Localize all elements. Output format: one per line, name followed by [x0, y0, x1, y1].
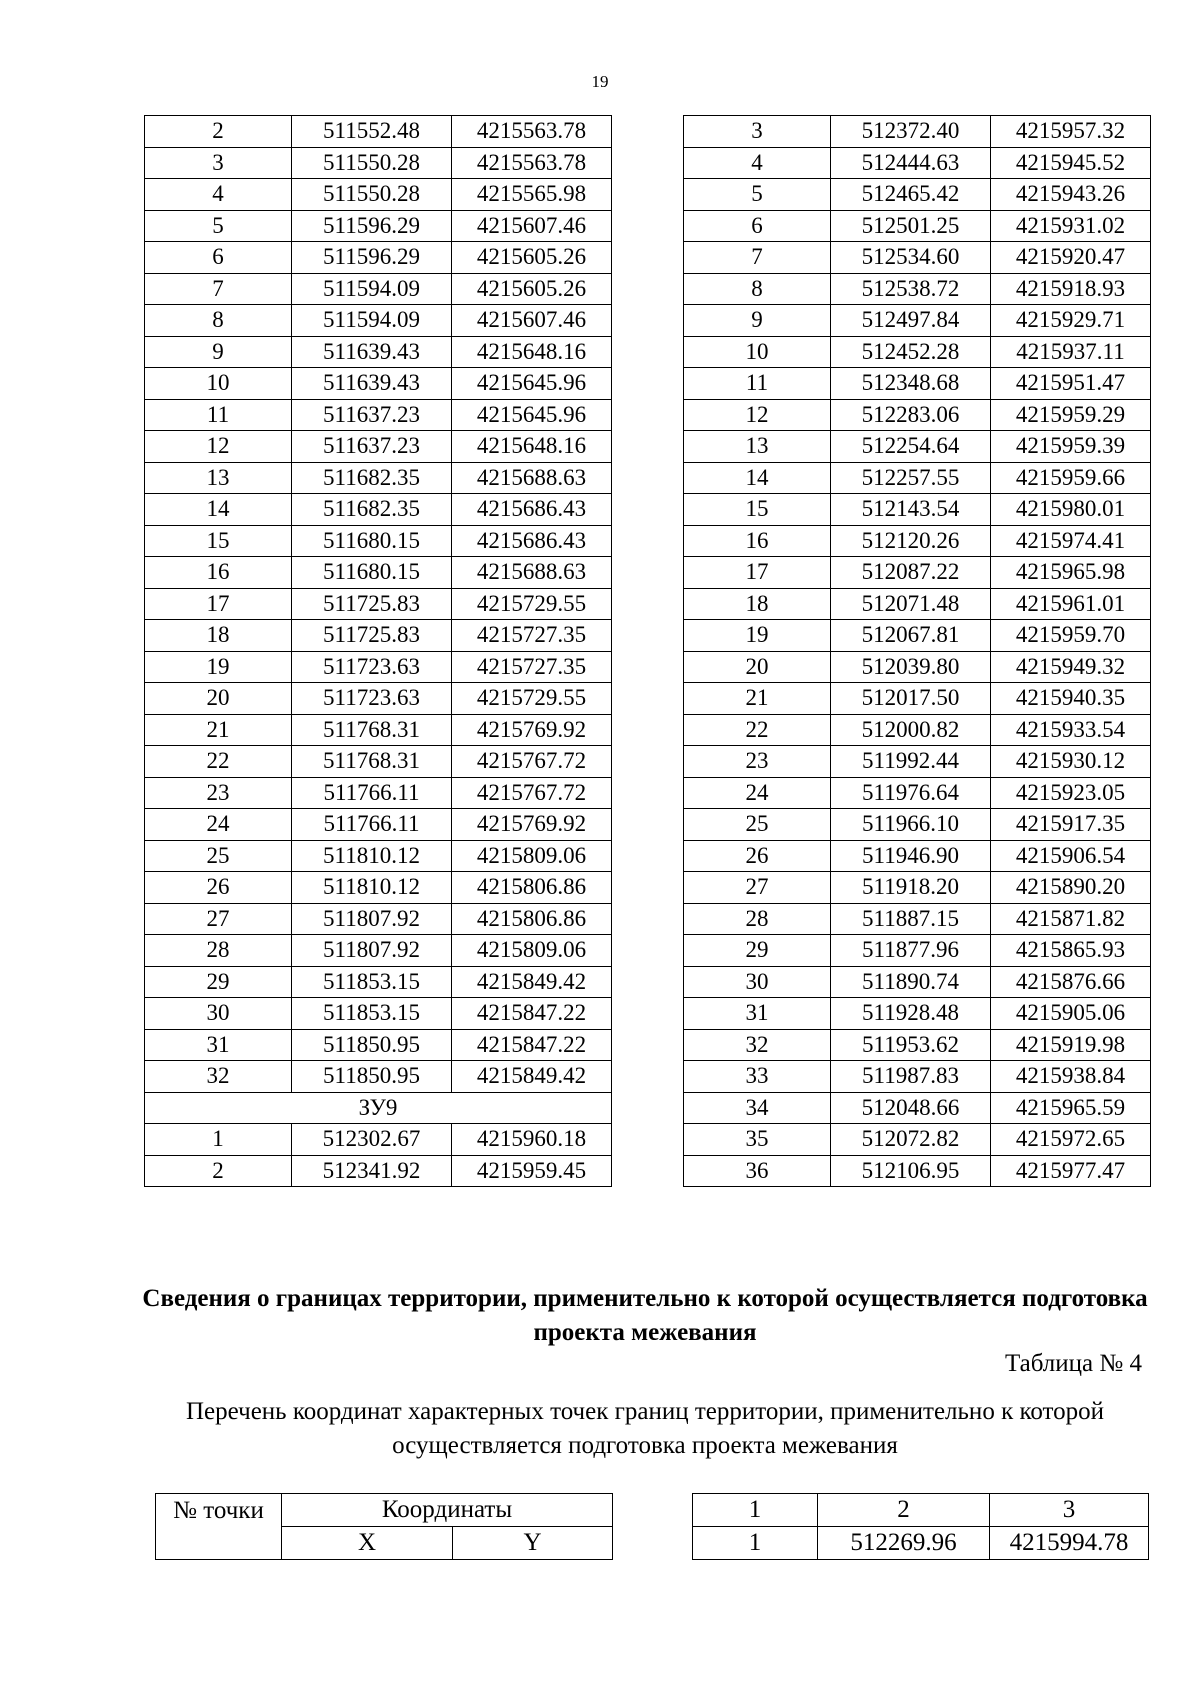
table-row: [684, 399, 1151, 431]
coord-x: 511682.35: [292, 462, 452, 494]
coord-x: 512000.82: [831, 714, 991, 746]
point-number: 28: [145, 935, 292, 967]
section-row: [145, 1092, 612, 1124]
point-number: 25: [684, 809, 831, 841]
coord-x: 512283.06: [831, 399, 991, 431]
section-heading: Сведения о границах территории, применительно к которой осуществляется подготовка проекта межевания: [142, 1285, 1148, 1346]
coordinates-table-right: [683, 115, 1151, 1187]
point-number: 18: [684, 588, 831, 620]
coord-y: 4215847.22: [452, 1029, 612, 1061]
coord-y: 4215980.01: [991, 494, 1151, 526]
point-number: 23: [145, 777, 292, 809]
coord-y: 4215849.42: [452, 1061, 612, 1093]
point-number: 8: [684, 273, 831, 305]
point-number: 9: [145, 336, 292, 368]
coord-x: 511723.63: [292, 683, 452, 715]
table-row: [145, 809, 612, 841]
coord-y: 4215933.54: [991, 714, 1151, 746]
coord-y: 4215645.96: [452, 368, 612, 400]
col-number-1: 1: [693, 1494, 818, 1527]
coord-y: 4215688.63: [452, 557, 612, 589]
table-row: [145, 872, 612, 904]
coord-y: 4215769.92: [452, 714, 612, 746]
coord-x: 511723.63: [292, 651, 452, 683]
point-number: 13: [145, 462, 292, 494]
coord-y: 4215920.47: [991, 242, 1151, 274]
page-number: 19: [591, 72, 609, 91]
coord-x: 512372.40: [831, 116, 991, 148]
point-number: 30: [684, 966, 831, 998]
table-row: [684, 1092, 1151, 1124]
table-row: [145, 305, 612, 337]
coord-y: 4215809.06: [452, 840, 612, 872]
coord-x: 512071.48: [831, 588, 991, 620]
coord-x: 512143.54: [831, 494, 991, 526]
coord-x: 511725.83: [292, 620, 452, 652]
coord-y: 4215959.66: [991, 462, 1151, 494]
point-number: 5: [684, 179, 831, 211]
coord-x: 511807.92: [292, 935, 452, 967]
coord-y: 4215806.86: [452, 903, 612, 935]
table-row: [684, 998, 1151, 1030]
coord-x: 511992.44: [831, 746, 991, 778]
coord-x: 511850.95: [292, 1061, 452, 1093]
table-row: [145, 840, 612, 872]
point-number: 22: [684, 714, 831, 746]
point-number: 12: [145, 431, 292, 463]
table-row: [145, 116, 612, 148]
table-row: [684, 147, 1151, 179]
table-row: [145, 966, 612, 998]
table-row: [684, 557, 1151, 589]
coord-x: 511596.29: [292, 242, 452, 274]
coord-y: 4215945.52: [991, 147, 1151, 179]
table-row: [145, 746, 612, 778]
coord-x: 511953.62: [831, 1029, 991, 1061]
coord-y: 4215565.98: [452, 179, 612, 211]
coord-x: 511550.28: [292, 179, 452, 211]
point-number: 17: [145, 588, 292, 620]
point-number: 25: [145, 840, 292, 872]
table-row: [684, 525, 1151, 557]
coord-y: 4215686.43: [452, 494, 612, 526]
coord-y: 4215767.72: [452, 777, 612, 809]
coord-x: 512538.72: [831, 273, 991, 305]
point-number: 32: [684, 1029, 831, 1061]
coord-x: 511810.12: [292, 840, 452, 872]
coord-x: 512497.84: [831, 305, 991, 337]
coord-x: 512465.42: [831, 179, 991, 211]
table-row: [145, 273, 612, 305]
coord-y: 4215648.16: [452, 336, 612, 368]
table-row: [145, 1124, 612, 1156]
point-number: 2: [145, 1155, 292, 1187]
table-row: [145, 1061, 612, 1093]
table-row: [145, 620, 612, 652]
point-number: 24: [684, 777, 831, 809]
point-number: 27: [145, 903, 292, 935]
point-number: 10: [145, 368, 292, 400]
coord-x: 512048.66: [831, 1092, 991, 1124]
coord-x: 511680.15: [292, 525, 452, 557]
point-number: 7: [684, 242, 831, 274]
point-number: 15: [684, 494, 831, 526]
table-row: [684, 935, 1151, 967]
coord-x: 512120.26: [831, 525, 991, 557]
coord-y: 4215605.26: [452, 242, 612, 274]
coord-x: 511850.95: [292, 1029, 452, 1061]
table-row: [684, 777, 1151, 809]
coord-y: 4215871.82: [991, 903, 1151, 935]
point-number: 3: [684, 116, 831, 148]
coord-x: 511768.31: [292, 746, 452, 778]
coord-x: 511918.20: [831, 872, 991, 904]
table-row: [684, 966, 1151, 998]
coord-x: 511594.09: [292, 273, 452, 305]
point-number: 36: [684, 1155, 831, 1187]
table-row: [145, 903, 612, 935]
coord-x: 511768.31: [292, 714, 452, 746]
table-row: [145, 179, 612, 211]
table-row: [684, 273, 1151, 305]
table-row: [684, 1124, 1151, 1156]
coord-y: 4215688.63: [452, 462, 612, 494]
coord-y: 4215729.55: [452, 683, 612, 715]
coord-y: 4215847.22: [452, 998, 612, 1030]
header-point-number: № точки: [156, 1494, 282, 1560]
coord-y: 4215607.46: [452, 305, 612, 337]
coord-x: 511552.48: [292, 116, 452, 148]
coord-y: 4215959.39: [991, 431, 1151, 463]
point-number: 22: [145, 746, 292, 778]
coord-x: 512067.81: [831, 620, 991, 652]
table-row: [145, 494, 612, 526]
coord-y: 4215957.32: [991, 116, 1151, 148]
point-number: 4: [145, 179, 292, 211]
point-number: 31: [145, 1029, 292, 1061]
coord-y: 4215563.78: [452, 116, 612, 148]
coord-y: 4215865.93: [991, 935, 1151, 967]
table-caption: Перечень координат характерных точек границ территории, применительно к которой осуществляется подготовка проекта межевания: [186, 1398, 1104, 1459]
coord-x: 512017.50: [831, 683, 991, 715]
coord-y: 4215767.72: [452, 746, 612, 778]
coord-x: 512039.80: [831, 651, 991, 683]
point-number: 1: [693, 1527, 818, 1560]
coord-y: 4215931.02: [991, 210, 1151, 242]
point-number: 1: [145, 1124, 292, 1156]
coord-y: 4215905.06: [991, 998, 1151, 1030]
point-number: 11: [684, 368, 831, 400]
table-row: [145, 777, 612, 809]
coord-y: 4215727.35: [452, 651, 612, 683]
table-row: [684, 210, 1151, 242]
coord-x: 512254.64: [831, 431, 991, 463]
coord-x: 511987.83: [831, 1061, 991, 1093]
point-number: 34: [684, 1092, 831, 1124]
coord-x: 512072.82: [831, 1124, 991, 1156]
point-number: 3: [145, 147, 292, 179]
coord-x: 511853.15: [292, 998, 452, 1030]
point-number: 12: [684, 399, 831, 431]
coord-y: 4215849.42: [452, 966, 612, 998]
coord-x: 512452.28: [831, 336, 991, 368]
coord-x: 512444.63: [831, 147, 991, 179]
section-label: ЗУ9: [145, 1092, 612, 1124]
coord-x: 511596.29: [292, 210, 452, 242]
coord-x: 511637.23: [292, 399, 452, 431]
header-y: Y: [453, 1527, 613, 1560]
coord-x: 511810.12: [292, 872, 452, 904]
table-row: [684, 431, 1151, 463]
coord-x: 512269.96: [818, 1527, 990, 1560]
point-number: 24: [145, 809, 292, 841]
coord-y: 4215937.11: [991, 336, 1151, 368]
coord-x: 511637.23: [292, 431, 452, 463]
point-number: 28: [684, 903, 831, 935]
coord-y: 4215977.47: [991, 1155, 1151, 1187]
table-row: [145, 431, 612, 463]
col-number-3: 3: [990, 1494, 1149, 1527]
table-row: [684, 683, 1151, 715]
coord-y: 4215648.16: [452, 431, 612, 463]
point-number: 29: [684, 935, 831, 967]
coord-y: 4215959.70: [991, 620, 1151, 652]
table-row: [145, 1029, 612, 1061]
coord-x: 512302.67: [292, 1124, 452, 1156]
table-row: [684, 903, 1151, 935]
coord-y: 4215876.66: [991, 966, 1151, 998]
table-row: [684, 1029, 1151, 1061]
coord-x: 511725.83: [292, 588, 452, 620]
point-number: 18: [145, 620, 292, 652]
point-number: 21: [145, 714, 292, 746]
coord-y: 4215645.96: [452, 399, 612, 431]
coord-x: 511680.15: [292, 557, 452, 589]
point-number: 21: [684, 683, 831, 715]
table-row: [145, 368, 612, 400]
coord-x: 511807.92: [292, 903, 452, 935]
coord-x: 511976.64: [831, 777, 991, 809]
table-row: [145, 147, 612, 179]
coord-x: 511946.90: [831, 840, 991, 872]
table-row: [684, 116, 1151, 148]
point-number: 17: [684, 557, 831, 589]
table-row: [145, 525, 612, 557]
coord-y: 4215809.06: [452, 935, 612, 967]
table-row: [684, 714, 1151, 746]
coord-x: 511682.35: [292, 494, 452, 526]
point-number: 13: [684, 431, 831, 463]
point-number: 19: [684, 620, 831, 652]
table-row: [145, 557, 612, 589]
coord-y: 4215906.54: [991, 840, 1151, 872]
coord-y: 4215960.18: [452, 1124, 612, 1156]
coord-y: 4215965.98: [991, 557, 1151, 589]
coord-y: 4215930.12: [991, 746, 1151, 778]
table-row: [145, 651, 612, 683]
point-number: 4: [684, 147, 831, 179]
point-number: 32: [145, 1061, 292, 1093]
coord-y: 4215943.26: [991, 179, 1151, 211]
point-number: 6: [684, 210, 831, 242]
point-number: 20: [684, 651, 831, 683]
coord-x: 511639.43: [292, 368, 452, 400]
table-row: [684, 588, 1151, 620]
table-row: [145, 462, 612, 494]
coord-x: 511639.43: [292, 336, 452, 368]
coord-y: 4215806.86: [452, 872, 612, 904]
coord-y: 4215994.78: [990, 1527, 1149, 1560]
coord-y: 4215949.32: [991, 651, 1151, 683]
table-row: [145, 714, 612, 746]
point-number: 26: [684, 840, 831, 872]
table-number: Таблица № 4: [1004, 1350, 1142, 1377]
table-row: [684, 620, 1151, 652]
coord-x: 512501.25: [831, 210, 991, 242]
table-row: [684, 872, 1151, 904]
header-x: X: [282, 1527, 453, 1560]
coord-x: 512348.68: [831, 368, 991, 400]
point-number: 8: [145, 305, 292, 337]
point-number: 2: [145, 116, 292, 148]
table-row: [145, 210, 612, 242]
col-number-2: 2: [818, 1494, 990, 1527]
coord-x: 511887.15: [831, 903, 991, 935]
coord-x: 512087.22: [831, 557, 991, 589]
table-row: [684, 651, 1151, 683]
table-row: [145, 935, 612, 967]
coord-x: 511594.09: [292, 305, 452, 337]
table-row: [145, 242, 612, 274]
table-row: [684, 840, 1151, 872]
coord-x: 512534.60: [831, 242, 991, 274]
table-row: [684, 746, 1151, 778]
table-row: [684, 809, 1151, 841]
table-row: [684, 242, 1151, 274]
coord-x: 511853.15: [292, 966, 452, 998]
coord-y: 4215917.35: [991, 809, 1151, 841]
coord-y: 4215727.35: [452, 620, 612, 652]
coord-y: 4215938.84: [991, 1061, 1151, 1093]
coord-y: 4215769.92: [452, 809, 612, 841]
table-row: [145, 998, 612, 1030]
table4-header: [155, 1493, 613, 1560]
point-number: 9: [684, 305, 831, 337]
table-row: [145, 336, 612, 368]
coord-y: 4215940.35: [991, 683, 1151, 715]
table-row: [684, 368, 1151, 400]
coord-y: 4215918.93: [991, 273, 1151, 305]
coord-y: 4215959.45: [452, 1155, 612, 1187]
coord-y: 4215929.71: [991, 305, 1151, 337]
point-number: 19: [145, 651, 292, 683]
coord-x: 512257.55: [831, 462, 991, 494]
point-number: 6: [145, 242, 292, 274]
coord-y: 4215965.59: [991, 1092, 1151, 1124]
coord-y: 4215890.20: [991, 872, 1151, 904]
point-number: 23: [684, 746, 831, 778]
coord-x: 512106.95: [831, 1155, 991, 1187]
coord-x: 511966.10: [831, 809, 991, 841]
coord-y: 4215919.98: [991, 1029, 1151, 1061]
point-number: 20: [145, 683, 292, 715]
point-number: 33: [684, 1061, 831, 1093]
coord-x: 511890.74: [831, 966, 991, 998]
point-number: 16: [684, 525, 831, 557]
table-row: [684, 305, 1151, 337]
table4-data: [692, 1493, 1149, 1560]
table-row: [145, 1155, 612, 1187]
table-row: [684, 336, 1151, 368]
coord-x: 511928.48: [831, 998, 991, 1030]
point-number: 14: [145, 494, 292, 526]
coord-y: 4215959.29: [991, 399, 1151, 431]
coord-y: 4215607.46: [452, 210, 612, 242]
point-number: 26: [145, 872, 292, 904]
coord-x: 511766.11: [292, 809, 452, 841]
coord-y: 4215686.43: [452, 525, 612, 557]
table-row: [145, 683, 612, 715]
point-number: 14: [684, 462, 831, 494]
point-number: 31: [684, 998, 831, 1030]
coordinates-table-left: [144, 115, 612, 1187]
point-number: 16: [145, 557, 292, 589]
coord-x: 512341.92: [292, 1155, 452, 1187]
point-number: 29: [145, 966, 292, 998]
coord-x: 511550.28: [292, 147, 452, 179]
table-row: [684, 462, 1151, 494]
table-row: [684, 179, 1151, 211]
point-number: 11: [145, 399, 292, 431]
coord-x: 511877.96: [831, 935, 991, 967]
table-row: [145, 399, 612, 431]
coord-y: 4215951.47: [991, 368, 1151, 400]
point-number: 5: [145, 210, 292, 242]
coord-y: 4215974.41: [991, 525, 1151, 557]
point-number: 27: [684, 872, 831, 904]
coord-y: 4215923.05: [991, 777, 1151, 809]
point-number: 30: [145, 998, 292, 1030]
table-row: [684, 1061, 1151, 1093]
table-row: [684, 1155, 1151, 1187]
point-number: 10: [684, 336, 831, 368]
coord-y: 4215972.65: [991, 1124, 1151, 1156]
table-row: [145, 588, 612, 620]
coord-y: 4215563.78: [452, 147, 612, 179]
coord-x: 511766.11: [292, 777, 452, 809]
header-coordinates: Координаты: [282, 1494, 613, 1527]
table-row: [684, 494, 1151, 526]
point-number: 15: [145, 525, 292, 557]
coord-y: 4215729.55: [452, 588, 612, 620]
point-number: 35: [684, 1124, 831, 1156]
coord-y: 4215961.01: [991, 588, 1151, 620]
coord-y: 4215605.26: [452, 273, 612, 305]
point-number: 7: [145, 273, 292, 305]
